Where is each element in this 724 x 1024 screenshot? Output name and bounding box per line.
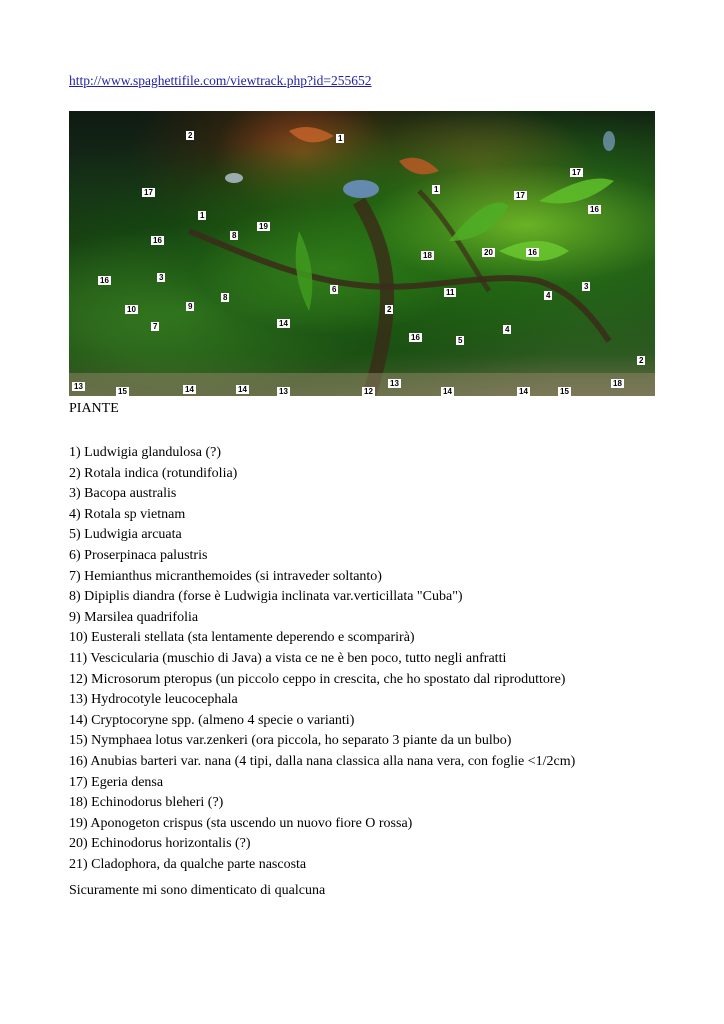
plant-list-item: 18) Echinodorus bleheri (?) bbox=[69, 795, 224, 811]
plant-marker: 8 bbox=[232, 231, 237, 240]
aquarium-photo bbox=[69, 111, 655, 396]
source-link[interactable]: http://www.spaghettifile.com/viewtrack.php?id=255652 bbox=[69, 73, 372, 88]
plant-marker: 14 bbox=[519, 387, 528, 396]
plant-marker: 7 bbox=[153, 322, 158, 331]
plant-marker: 2 bbox=[639, 356, 644, 365]
plant-marker: 11 bbox=[446, 288, 455, 297]
plant-marker: 16 bbox=[590, 205, 599, 214]
plant-list bbox=[69, 443, 575, 875]
plant-marker: 14 bbox=[279, 319, 288, 328]
plant-list-item: 20) Echinodorus horizontalis (?) bbox=[69, 836, 251, 852]
plant-marker: 1 bbox=[434, 185, 439, 194]
plant-marker: 14 bbox=[443, 387, 452, 396]
plant-marker: 15 bbox=[118, 387, 127, 396]
plant-marker: 13 bbox=[279, 387, 288, 396]
plant-list-item: 10) Eusterali stellata (sta lentamente deperendo e scomparirà) bbox=[69, 630, 415, 646]
plant-marker: 16 bbox=[528, 248, 537, 257]
plant-marker: 2 bbox=[387, 305, 392, 314]
plant-list-item: 6) Proserpinaca palustris bbox=[69, 547, 208, 563]
plant-marker: 14 bbox=[238, 385, 247, 394]
plant-marker: 16 bbox=[100, 276, 109, 285]
plant-marker: 14 bbox=[185, 385, 194, 394]
plant-marker: 9 bbox=[188, 302, 193, 311]
plant-list-item: 3) Bacopa australis bbox=[69, 486, 177, 502]
plant-marker: 17 bbox=[516, 191, 525, 200]
plant-marker: 4 bbox=[505, 325, 510, 334]
plant-list-item: 7) Hemianthus micranthemoides (si intraveder soltanto) bbox=[69, 568, 382, 584]
plant-list-item: 15) Nymphaea lotus var.zenkeri (ora piccola, ho separato 3 piante da un bulbo) bbox=[69, 733, 512, 749]
plant-marker: 2 bbox=[188, 131, 193, 140]
plant-marker: 13 bbox=[74, 382, 83, 391]
plant-list-item: 11) Vescicularia (muschio di Java) a vista ce ne è ben poco, tutto negli anfratti bbox=[69, 650, 507, 666]
plant-marker: 12 bbox=[364, 387, 373, 396]
plant-marker: 5 bbox=[458, 336, 463, 345]
plant-marker: 16 bbox=[153, 236, 162, 245]
closing-note: Sicuramente mi sono dimenticato di qualcuna bbox=[69, 883, 326, 898]
plant-marker: 6 bbox=[332, 285, 337, 294]
plant-list-item: 19) Aponogeton crispus (sta uscendo un nuovo fiore O rossa) bbox=[69, 815, 413, 831]
plant-list-item: 14) Cryptocoryne spp. (almeno 4 specie o varianti) bbox=[69, 712, 355, 728]
plant-marker: 15 bbox=[560, 387, 569, 396]
plant-list-item: 12) Microsorum pteropus (un piccolo ceppo in crescita, che ho spostato dal riproduttore) bbox=[69, 671, 566, 687]
plant-marker: 3 bbox=[159, 273, 164, 282]
plant-marker: 10 bbox=[127, 305, 136, 314]
plant-list-item: 1) Ludwigia glandulosa (?) bbox=[69, 445, 222, 460]
plant-list-item: 17) Egeria densa bbox=[69, 774, 164, 790]
plant-list-item: 13) Hydrocotyle leucocephala bbox=[69, 692, 238, 708]
plant-list-item: 5) Ludwigia arcuata bbox=[69, 527, 182, 543]
plant-marker: 1 bbox=[338, 134, 343, 143]
plant-marker: 1 bbox=[200, 211, 205, 220]
plant-list-item: 4) Rotala sp vietnam bbox=[69, 506, 186, 522]
plant-marker: 13 bbox=[390, 379, 399, 388]
plants-heading: PIANTE bbox=[69, 401, 119, 416]
plant-list-item: 2) Rotala indica (rotundifolia) bbox=[69, 465, 238, 481]
plant-list-item: 16) Anubias barteri var. nana (4 tipi, dalla nana classica alla nana vera, con foglie <1/2cm) bbox=[69, 753, 576, 769]
plant-marker: 17 bbox=[144, 188, 153, 197]
plant-marker: 19 bbox=[259, 222, 268, 231]
plant-marker: 17 bbox=[572, 168, 581, 177]
plant-marker: 8 bbox=[223, 293, 228, 302]
plant-list-item: 8) Dipiplis diandra (forse è Ludwigia inclinata var.verticillata "Cuba") bbox=[69, 589, 463, 605]
plant-list-item: 21) Cladophora, da qualche parte nascosta bbox=[69, 856, 307, 872]
plant-marker: 4 bbox=[546, 291, 551, 300]
aquarium-plants-drawing bbox=[69, 111, 655, 396]
plant-marker: 18 bbox=[613, 379, 622, 388]
plant-marker: 20 bbox=[484, 248, 493, 257]
plant-marker: 18 bbox=[423, 251, 432, 260]
plant-marker: 16 bbox=[411, 333, 420, 342]
plant-list-item: 9) Marsilea quadrifolia bbox=[69, 609, 199, 625]
plant-marker: 3 bbox=[584, 282, 589, 291]
